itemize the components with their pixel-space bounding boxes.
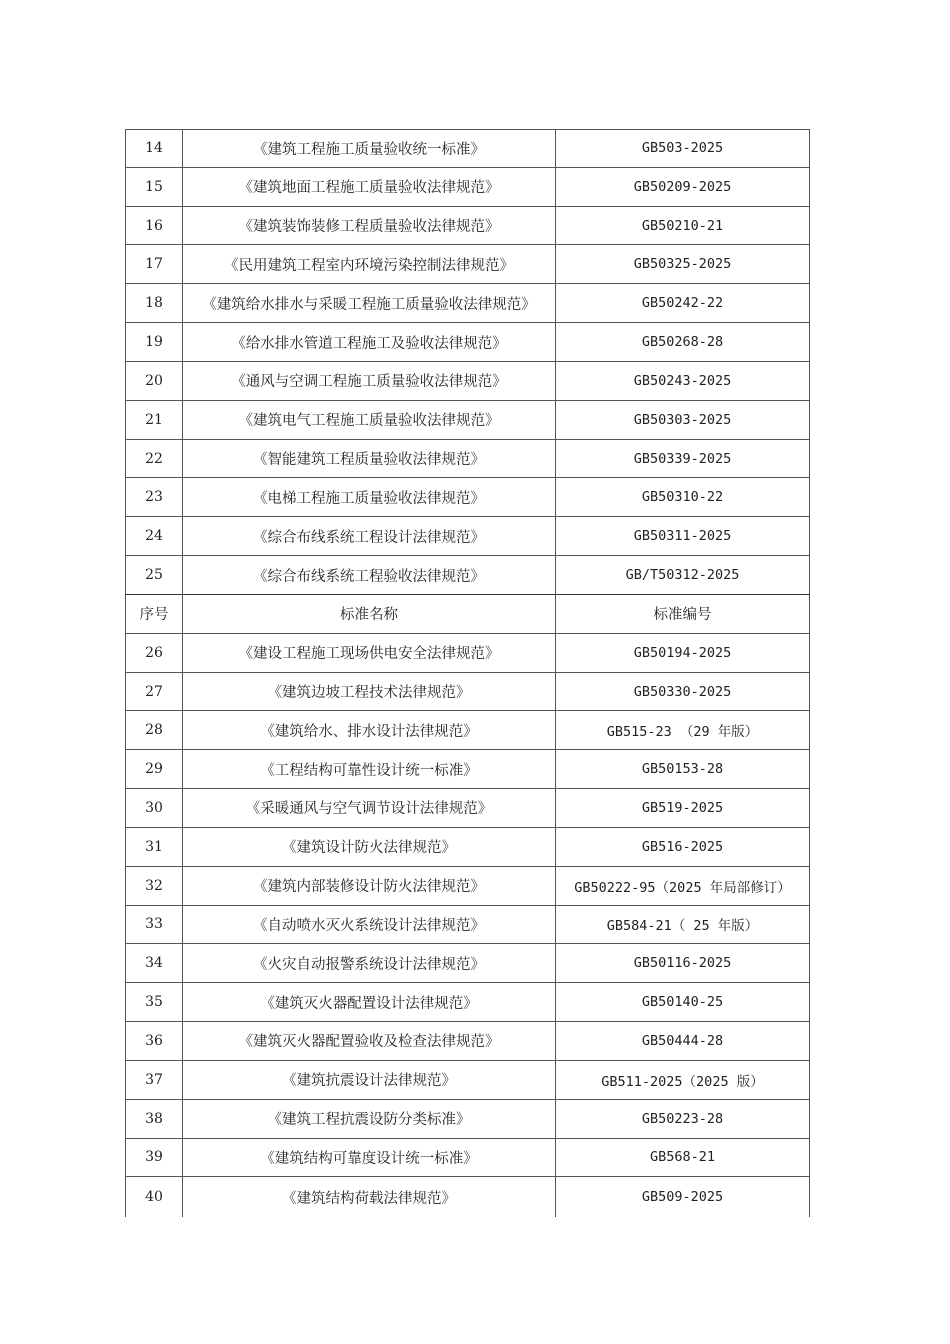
table-row bbox=[125, 711, 810, 750]
row-number: 38 bbox=[125, 1100, 183, 1138]
standard-name: 《电梯工程施工质量验收法律规范》 bbox=[183, 478, 556, 516]
row-number: 14 bbox=[125, 130, 183, 167]
standard-name: 《建筑工程抗震设防分类标准》 bbox=[183, 1100, 556, 1138]
row-number: 19 bbox=[125, 323, 183, 361]
standard-code: GB568-21 bbox=[556, 1139, 810, 1177]
row-number: 31 bbox=[125, 828, 183, 866]
standard-code: GB/T50312-2025 bbox=[556, 556, 810, 594]
standard-code: GB516-2025 bbox=[556, 828, 810, 866]
row-number: 34 bbox=[125, 944, 183, 982]
table-row bbox=[125, 129, 810, 168]
standard-name: 《智能建筑工程质量验收法律规范》 bbox=[183, 440, 556, 478]
table-row bbox=[125, 983, 810, 1022]
row-number: 18 bbox=[125, 284, 183, 322]
standard-name: 《建筑给水、排水设计法律规范》 bbox=[183, 711, 556, 749]
standard-name: 《综合布线系统工程设计法律规范》 bbox=[183, 517, 556, 555]
row-number: 30 bbox=[125, 789, 183, 827]
standard-name: 《建筑电气工程施工质量验收法律规范》 bbox=[183, 401, 556, 439]
standard-code: GB584-21（ 25 年版） bbox=[556, 906, 810, 944]
standard-code: GB509-2025 bbox=[556, 1177, 810, 1217]
standard-code: GB503-2025 bbox=[556, 130, 810, 167]
standard-code: GB50339-2025 bbox=[556, 440, 810, 478]
row-number: 15 bbox=[125, 168, 183, 206]
table-row bbox=[125, 1061, 810, 1100]
standard-name: 《火灾自动报警系统设计法律规范》 bbox=[183, 944, 556, 982]
row-number: 26 bbox=[125, 634, 183, 672]
row-number: 23 bbox=[125, 478, 183, 516]
table-row bbox=[125, 1022, 810, 1061]
standard-name: 《建筑内部装修设计防火法律规范》 bbox=[183, 867, 556, 905]
standard-name: 《通风与空调工程施工质量验收法律规范》 bbox=[183, 362, 556, 400]
standard-code: GB50209-2025 bbox=[556, 168, 810, 206]
table-row bbox=[125, 284, 810, 323]
row-number: 35 bbox=[125, 983, 183, 1021]
standard-name: 《建筑设计防火法律规范》 bbox=[183, 828, 556, 866]
header-row-number: 序号 bbox=[125, 595, 183, 633]
standard-code: GB50140-25 bbox=[556, 983, 810, 1021]
table-row bbox=[125, 1100, 810, 1139]
table-row bbox=[125, 906, 810, 945]
row-number: 20 bbox=[125, 362, 183, 400]
standard-code: GB50268-28 bbox=[556, 323, 810, 361]
standard-code: GB519-2025 bbox=[556, 789, 810, 827]
standard-name: 《建筑灭火器配置设计法律规范》 bbox=[183, 983, 556, 1021]
standard-code: GB50444-28 bbox=[556, 1022, 810, 1060]
table-row bbox=[125, 440, 810, 479]
standard-code: GB50325-2025 bbox=[556, 245, 810, 283]
standards-table bbox=[125, 129, 810, 1217]
table-row bbox=[125, 789, 810, 828]
standard-code: GB50116-2025 bbox=[556, 944, 810, 982]
standard-name: 《建筑装饰装修工程质量验收法律规范》 bbox=[183, 207, 556, 245]
table-row bbox=[125, 673, 810, 712]
standard-code: GB50242-22 bbox=[556, 284, 810, 322]
standard-name: 《建筑抗震设计法律规范》 bbox=[183, 1061, 556, 1099]
standard-code: GB50303-2025 bbox=[556, 401, 810, 439]
table-row bbox=[125, 245, 810, 284]
standard-name: 《建筑结构可靠度设计统一标准》 bbox=[183, 1139, 556, 1177]
table-row bbox=[125, 401, 810, 440]
table-row bbox=[125, 207, 810, 246]
row-number: 24 bbox=[125, 517, 183, 555]
standard-code: GB515-23 （29 年版） bbox=[556, 711, 810, 749]
header-standard-name: 标准名称 bbox=[183, 595, 556, 633]
table-header-row bbox=[125, 595, 810, 634]
standard-name: 《民用建筑工程室内环境污染控制法律规范》 bbox=[183, 245, 556, 283]
row-number: 40 bbox=[125, 1177, 183, 1217]
standard-code: GB50210-21 bbox=[556, 207, 810, 245]
standard-code: GB50153-28 bbox=[556, 750, 810, 788]
table-row bbox=[125, 867, 810, 906]
row-number: 33 bbox=[125, 906, 183, 944]
standard-name: 《综合布线系统工程验收法律规范》 bbox=[183, 556, 556, 594]
standard-name: 《建筑工程施工质量验收统一标准》 bbox=[183, 130, 556, 167]
standard-name: 《自动喷水灭火系统设计法律规范》 bbox=[183, 906, 556, 944]
standard-name: 《建设工程施工现场供电安全法律规范》 bbox=[183, 634, 556, 672]
standard-name: 《工程结构可靠性设计统一标准》 bbox=[183, 750, 556, 788]
standard-code: GB511-2025（2025 版） bbox=[556, 1061, 810, 1099]
row-number: 16 bbox=[125, 207, 183, 245]
row-number: 32 bbox=[125, 867, 183, 905]
row-number: 27 bbox=[125, 673, 183, 711]
standard-code: GB50194-2025 bbox=[556, 634, 810, 672]
table-row bbox=[125, 750, 810, 789]
table-row bbox=[125, 634, 810, 673]
standard-name: 《建筑边坡工程技术法律规范》 bbox=[183, 673, 556, 711]
standard-name: 《建筑结构荷载法律规范》 bbox=[183, 1177, 556, 1217]
header-standard-code: 标准编号 bbox=[556, 595, 810, 633]
standard-name: 《建筑地面工程施工质量验收法律规范》 bbox=[183, 168, 556, 206]
table-row bbox=[125, 517, 810, 556]
table-row bbox=[125, 323, 810, 362]
table-row bbox=[125, 168, 810, 207]
standard-code: GB50310-22 bbox=[556, 478, 810, 516]
row-number: 29 bbox=[125, 750, 183, 788]
row-number: 37 bbox=[125, 1061, 183, 1099]
standard-name: 《建筑灭火器配置验收及检查法律规范》 bbox=[183, 1022, 556, 1060]
row-number: 39 bbox=[125, 1139, 183, 1177]
table-row bbox=[125, 362, 810, 401]
row-number: 36 bbox=[125, 1022, 183, 1060]
table-row bbox=[125, 944, 810, 983]
standard-name: 《采暖通风与空气调节设计法律规范》 bbox=[183, 789, 556, 827]
table-row bbox=[125, 1177, 810, 1217]
standard-code: GB50311-2025 bbox=[556, 517, 810, 555]
standard-code: GB50223-28 bbox=[556, 1100, 810, 1138]
table-row bbox=[125, 556, 810, 595]
table-row bbox=[125, 1139, 810, 1178]
standard-code: GB50222-95（2025 年局部修订） bbox=[556, 867, 810, 905]
table-row bbox=[125, 478, 810, 517]
row-number: 25 bbox=[125, 556, 183, 594]
standard-name: 《给水排水管道工程施工及验收法律规范》 bbox=[183, 323, 556, 361]
row-number: 17 bbox=[125, 245, 183, 283]
standard-code: GB50243-2025 bbox=[556, 362, 810, 400]
table-row bbox=[125, 828, 810, 867]
row-number: 22 bbox=[125, 440, 183, 478]
row-number: 21 bbox=[125, 401, 183, 439]
standard-name: 《建筑给水排水与采暖工程施工质量验收法律规范》 bbox=[183, 284, 556, 322]
row-number: 28 bbox=[125, 711, 183, 749]
standard-code: GB50330-2025 bbox=[556, 673, 810, 711]
